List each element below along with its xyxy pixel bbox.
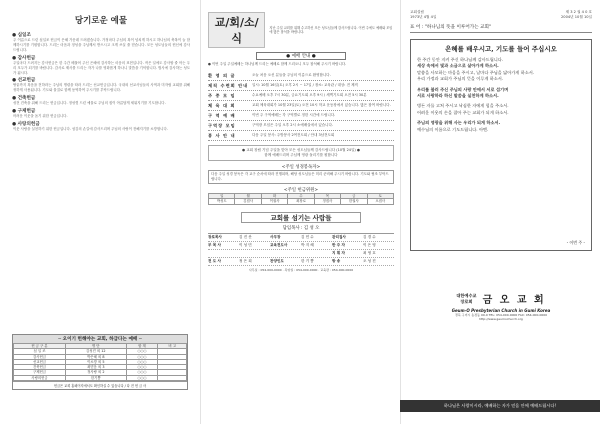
- duty-cell: 오집사: [367, 199, 393, 204]
- news-item-label: 주 중 모 임: [208, 92, 236, 98]
- staff-name: 김 경 수: [363, 234, 376, 239]
- staff-name: 한 기 쁨: [301, 258, 314, 263]
- news-item: [208, 71, 394, 81]
- middle-panel: [200, 0, 400, 424]
- prayer-line: 주님의 영광을 위해 사는 우리가 되게 하소서.: [417, 120, 501, 126]
- news-item: [208, 131, 394, 141]
- duty-cell: 정집사: [314, 199, 340, 204]
- news-item-value: 교회 체육대회가 10월 23일(토) 오전 10시 학교 운동장에서 있습니다. 많은 참여 바랍니다.: [252, 102, 391, 107]
- staff-role: 장로목사: [208, 234, 222, 239]
- staff-role: 지 휘 자: [332, 250, 345, 255]
- staff-role: 찬양인도: [270, 258, 284, 263]
- offering-table-cell: 구제헌금: [14, 370, 66, 375]
- staff-role: 교육전도사: [270, 242, 288, 247]
- duty-title: <주일 헌금위원>: [283, 188, 319, 193]
- offering-sections: [12, 32, 190, 132]
- staff-role: 사무장: [270, 234, 281, 239]
- prayer-line: 병든 자를 고쳐 주시고 낙심한 자에게 힘을 주소서.: [417, 103, 509, 109]
- offering-section-title: ● 십일조: [12, 33, 31, 38]
- prayer-line: 말씀을 사모하는 마음을 주시고, 날마다 주님을 닮아가게 하소서.: [417, 69, 535, 75]
- prayer-line: 우리 가정과 교회가 주님의 뜻을 이루게 하소서.: [417, 76, 504, 82]
- staff-grid: [208, 233, 394, 266]
- news-item-label: 환 영 의 글: [208, 72, 236, 78]
- duty-header: 일: [209, 194, 235, 199]
- news-item: [208, 121, 394, 131]
- duty-cell: 이권사: [261, 199, 287, 204]
- church-denomination: 대한예수교 장로회: [456, 292, 477, 304]
- offering-table-header: 헌 금 구 분: [14, 344, 66, 349]
- staff-row: [208, 250, 394, 258]
- staff-name: 김 민 수: [301, 234, 314, 239]
- offering-section-body: 주 이름으로 드린 십일조 헌금이 은혜 가운데 드려졌습니다. 가정마다 주님의 복이 넘치게 하시고 하나님의 축복이 늘 함께하시기를 기원합니다. 드리는 마음과 정성을 주님께서 받으시고 크게 쓰실 줄 믿습니다. 모든 성도님들의 헌신에 감사드립니다.: [13, 38, 190, 52]
- staff-role: 방 송: [332, 258, 341, 263]
- motto: 표 어 : "하나님의 뜻을 이루어가는 교회": [410, 24, 592, 33]
- church-block: [410, 291, 592, 321]
- prayer-banner: [208, 145, 394, 161]
- offering-table-box: [12, 334, 188, 390]
- offering-table-cell: ○○○: [126, 359, 158, 364]
- prayer-sign: - 이번 주 -: [566, 240, 585, 245]
- offering-section-body: 이웃 사랑을 실천하기 위한 헌금입니다. 섬김의 손길에 감사드리며 주님의 사랑이 전해지기를 소망합니다.: [13, 127, 168, 132]
- church-name: 금 오 교 회: [482, 295, 546, 306]
- staff-role: 전 도 사: [208, 258, 221, 263]
- staff-subtitle: 담임목사 : 김 성 오: [282, 225, 320, 231]
- prayer-line: 서로 사랑하라 하신 말씀을 실천하게 하소서.: [417, 93, 499, 99]
- news-item-label: 제직 수련회 안내: [208, 82, 249, 88]
- news-item: [208, 101, 394, 111]
- duty-cell: 최장로: [288, 199, 314, 204]
- offering-table-cell: 십 일 조: [14, 349, 66, 354]
- offering-table-footer: 헌금은 교회 홈페이지에서도 확인하실 수 있습니다 / 다 전 헌 금 사: [13, 381, 187, 389]
- news-item: [208, 91, 394, 101]
- contact-line: 사무실 : 054-000-0000 · 목양실 : 054-000-0000 · 교육관 : 054-000-0000: [248, 267, 354, 272]
- staff-name: 이 성 민: [239, 242, 252, 247]
- offering-table-cell: ○○○: [126, 370, 158, 375]
- offering-section-title: ● 건축헌금: [12, 96, 36, 102]
- issue-info: 제 3 2 권 4 0 호 2004년 10월 10일: [561, 10, 592, 19]
- offering-section-body: 주일마다 드려지는 감사헌금은 한 주간 베풀어 주신 은혜에 감사하는 마음의 표현입니다. 작은 일에도 감사할 줄 아는 우리 모두가 되기를 바랍니다. 감사로 제사를 드리는 자가 나를 영화롭게 하나니 말씀을 기억합니다. 범사에 감사하는 성도가 됩시다.: [13, 60, 190, 75]
- offering-table-cell: 최믿음 외 3: [66, 365, 127, 370]
- offering-table-header: 비 고: [158, 344, 187, 349]
- service-box: ● 예배 안내 ●: [256, 52, 346, 60]
- staff-name: 김 진 산: [239, 234, 252, 239]
- offering-table-cell: ○○○: [126, 349, 158, 354]
- duty-header: 금: [341, 194, 367, 199]
- staff-role: 관리집사: [332, 234, 346, 239]
- staff-role: 반 주 자: [332, 242, 345, 247]
- offering-section-title: ● 구제헌금: [12, 109, 36, 115]
- offering-table-cell: 정사랑 외 2: [66, 370, 127, 375]
- offering-table-cell: [158, 375, 187, 380]
- news-item-value: 구역장 모임은 주일 오후 2시 소예배실에서 있습니다.: [252, 122, 334, 127]
- right-panel: [400, 0, 600, 424]
- news-item-value: 다음 주일 봉사: 주방봉사 2여전도회 / 안내 3남전도회: [252, 132, 335, 137]
- news-item-value: 오늘 처음 오신 분들을 주님의 이름으로 환영합니다.: [252, 72, 331, 77]
- offering-section-body: 땅끝까지 복음을 전하라는 주님의 명령을 따라 드리는 선교헌금입니다. 국내외 선교사님들의 사역과 미자립 교회를 위해 귀하게 사용됩니다. 기도와 물질로 함께 동역하여 주시기를 부탁드립니다.: [13, 83, 190, 93]
- reader-text: 다음 주일 성경 봉독은 각 교구 순서에 따라 진행되며, 해당 성도님들은 미리 준비해 주시기 바랍니다. 기도와 협조 부탁드립니다.: [208, 170, 394, 184]
- duty-cell: 한권사: [341, 199, 367, 204]
- prayer-lines: [417, 57, 585, 133]
- news-item: [208, 111, 394, 121]
- duty-header: 토: [367, 194, 393, 199]
- offering-table-cell: ○○○: [126, 354, 158, 359]
- offering-section-body: 성전 건축을 위해 드리는 헌금입니다. 정성껏 드린 예물로 주님의 집이 아름답게 세워지기를 기도합니다.: [13, 101, 166, 106]
- offering-title: 당기로운 예물: [74, 16, 128, 26]
- offering-table-cell: 선교헌금: [14, 359, 66, 364]
- duty-header: 수: [288, 194, 314, 199]
- news-item: [208, 81, 394, 91]
- prayer-line: 한 주간 동안 지켜 주신 하나님께 감사드립니다.: [417, 57, 504, 62]
- offering-table-cell: 건축헌금: [14, 365, 66, 370]
- offering-section-body: 어려운 이웃을 돕기 위한 헌금입니다.: [13, 114, 68, 119]
- news-item-value: 수요예배 오후 7시 30분, 금요기도회 오후 9시 / 새벽기도회 오전 5시 30분: [252, 92, 367, 97]
- news-item-label: 구역장 모임: [208, 122, 236, 128]
- offering-table-cell: ○○○: [126, 375, 158, 380]
- offering-table-cell: 사랑의헌금: [14, 375, 66, 380]
- news-title: 교/회/소/식: [208, 12, 265, 48]
- prayer-box-title: 은혜를 배우시고, 기도를 들어 주십시오: [445, 45, 557, 53]
- offering-table-title: ─ 오이기 헌해야는 교회, 하급다는 예배 ─: [13, 335, 187, 343]
- offering-section-title: ● 선교헌금: [12, 78, 36, 84]
- offering-table-cell: ○○○: [126, 365, 158, 370]
- duty-header: 목: [314, 194, 340, 199]
- staff-row: [208, 234, 394, 242]
- prayer-line: 어려운 이웃의 손을 잡아 주는 교회가 되게 하소서.: [417, 109, 509, 115]
- prayer-line: 우리를 불러 주신 주님의 사랑 안에서 서로 섬기며: [417, 86, 509, 92]
- founding-date: 교회설립 1973년 4월 4일: [410, 10, 437, 19]
- church-english: Geum-O Presbyterian Church in Gumi Korea: [451, 308, 551, 313]
- offering-section-title: ● 사랑의헌금: [12, 122, 40, 128]
- offering-table-cell: 박은혜 외 8: [66, 354, 127, 359]
- news-item-value: 이번 주 구역예배는 각 구역별로 정한 시간에 드립니다.: [252, 112, 336, 117]
- offering-table-header: 명 단: [66, 344, 127, 349]
- staff-name: 오 성 진: [363, 258, 376, 263]
- offering-table-cell: 한기쁨: [66, 375, 127, 380]
- prayer-line: 예수님의 이름으로 기도드립니다. 아멘.: [417, 126, 489, 132]
- staff-role: 부 목 사: [208, 242, 221, 247]
- news-item-value: 일시: 10월 16일(토) 오후 2시 ~ 17일 / 장소: 교육관 / 대상: 전 제직: [252, 82, 358, 87]
- prayer-box: [410, 39, 592, 251]
- staff-name: 정 은 희: [239, 258, 252, 263]
- news-items: [208, 71, 394, 141]
- news-notice: 지난 주일 교회를 위해 수고하신 모든 성도님들께 감사드립니다. 이번 주에도 예배와 모임에 많은 참석을 바랍니다.: [269, 25, 393, 34]
- staff-row: [208, 242, 394, 250]
- left-panel: [0, 0, 200, 424]
- prayer-text: ● 교회 창립 기념 주일을 맞아 모든 성도님들께 감사드립니다 (10월 24일) ● 함께 예배드리며 주님께 영광 돌리기를 원합니다: [242, 148, 360, 157]
- bottom-banner: 하나님은 사랑이시라, 예배하는 자가 믿음 안에 예배드립시다!: [400, 400, 600, 412]
- service-line: ● 이번 주일 주일예배는 하나님께 드리는 예배로 함께 드리오니 모두 참석해 주시기 바랍니다.: [208, 62, 347, 66]
- duty-cell: 박성도: [209, 199, 235, 204]
- news-item-label: 체 육 대 회: [208, 102, 236, 108]
- news-item-label: 봉 사 안 내: [208, 132, 236, 138]
- staff-name: 이 은 영: [363, 242, 376, 247]
- offering-table-cell: 이소망 외 5: [66, 359, 127, 364]
- offering-table-cell: 김성진 외 12: [66, 349, 127, 354]
- staff-row: [208, 258, 394, 266]
- staff-name: 최 영 호: [363, 250, 376, 255]
- duty-table: [208, 193, 394, 205]
- offering-table-header: 합 계: [126, 344, 158, 349]
- prayer-line: 세상 속에서 빛과 소금으로 살아가게 하소서.: [417, 63, 499, 69]
- news-item-label: 구 역 예 배: [208, 112, 236, 118]
- staff-name: 박 지 혜: [301, 242, 314, 247]
- offering-table: [13, 343, 187, 381]
- staff-title: 교회를 섬기는 사람들: [241, 212, 361, 223]
- offering-section-title: ● 감사헌금: [12, 55, 36, 61]
- reader-title: <주일 성경봉독자>: [281, 165, 321, 170]
- duty-header: 월: [235, 194, 261, 199]
- duty-header: 화: [261, 194, 287, 199]
- offering-table-row: [14, 375, 187, 380]
- offering-table-cell: 감사헌금: [14, 354, 66, 359]
- duty-cell: 김집사: [235, 199, 261, 204]
- church-address: 경북 구미시 송정동 00-0 TEL: 054-000-0000 FAX: 054-000-0000 http://www.geumochurch.org: [454, 313, 548, 322]
